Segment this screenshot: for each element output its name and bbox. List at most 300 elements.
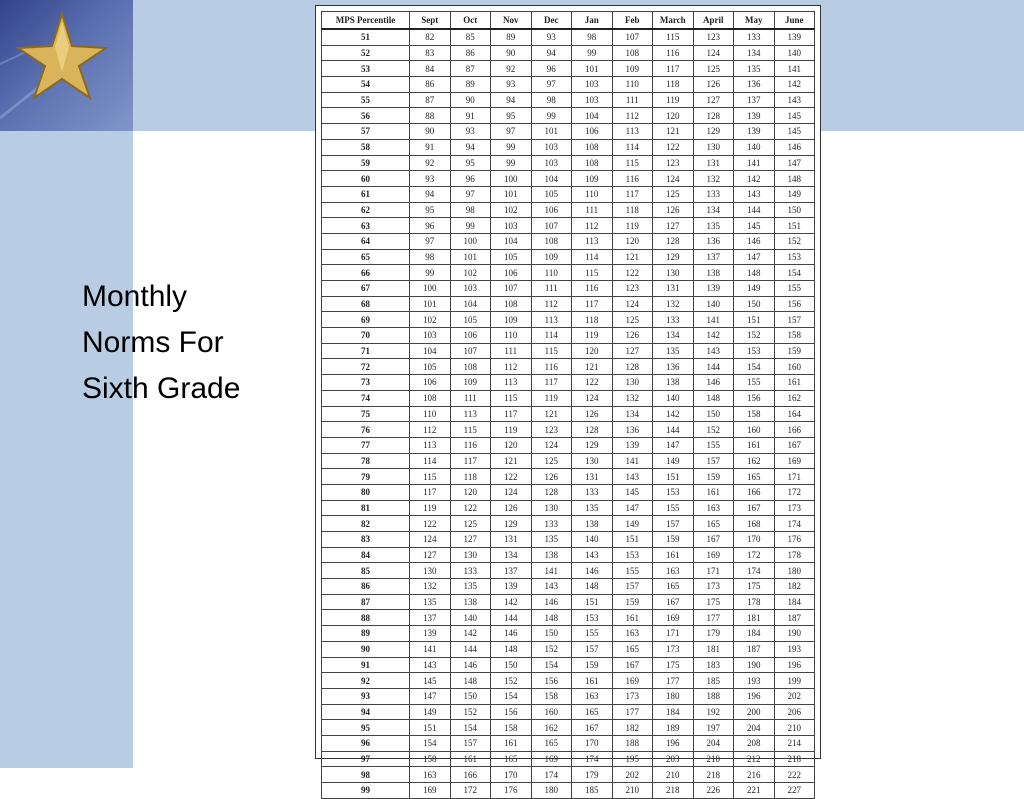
norm-cell: 177 — [612, 704, 653, 720]
norm-cell: 149 — [774, 186, 815, 202]
table-row — [322, 453, 815, 469]
norm-cell: 138 — [693, 265, 734, 281]
norm-cell: 130 — [612, 375, 653, 391]
table-row — [322, 641, 815, 657]
norm-cell: 113 — [612, 124, 653, 140]
norm-cell: 118 — [653, 77, 694, 93]
percentile-cell: 65 — [322, 249, 410, 265]
norm-cell: 113 — [410, 437, 451, 453]
norm-cell: 127 — [693, 92, 734, 108]
norm-cell: 151 — [734, 312, 775, 328]
norm-cell: 116 — [531, 359, 572, 375]
norm-cell: 144 — [693, 359, 734, 375]
norm-cell: 137 — [491, 563, 532, 579]
norm-cell: 118 — [612, 202, 653, 218]
norm-cell: 158 — [774, 328, 815, 344]
norm-cell: 170 — [572, 735, 613, 751]
norm-cell: 97 — [450, 186, 491, 202]
norm-cell: 178 — [774, 547, 815, 563]
table-row — [322, 563, 815, 579]
norm-cell: 138 — [653, 375, 694, 391]
percentile-cell: 60 — [322, 171, 410, 187]
column-header: Feb — [612, 12, 653, 30]
norm-cell: 141 — [410, 641, 451, 657]
norm-cell: 104 — [450, 296, 491, 312]
percentile-cell: 61 — [322, 186, 410, 202]
norm-cell: 94 — [410, 186, 451, 202]
norm-cell: 99 — [450, 218, 491, 234]
percentile-cell: 64 — [322, 233, 410, 249]
norm-cell: 182 — [612, 720, 653, 736]
norm-cell: 137 — [410, 610, 451, 626]
norm-cell: 132 — [653, 296, 694, 312]
percentile-cell: 68 — [322, 296, 410, 312]
column-header: MPS Percentile — [322, 12, 410, 30]
table-row — [322, 92, 815, 108]
norm-cell: 147 — [734, 249, 775, 265]
norm-cell: 108 — [491, 296, 532, 312]
norm-cell: 171 — [653, 626, 694, 642]
norm-cell: 163 — [693, 500, 734, 516]
norm-cell: 143 — [734, 186, 775, 202]
table-row — [322, 218, 815, 234]
norm-cell: 93 — [491, 77, 532, 93]
norm-cell: 124 — [653, 171, 694, 187]
percentile-cell: 96 — [322, 735, 410, 751]
norm-cell: 102 — [410, 312, 451, 328]
norm-cell: 128 — [653, 233, 694, 249]
percentile-cell: 73 — [322, 375, 410, 391]
norm-cell: 110 — [572, 186, 613, 202]
norm-cell: 196 — [653, 735, 694, 751]
norm-cell: 90 — [410, 124, 451, 140]
norm-cell: 119 — [491, 422, 532, 438]
norm-cell: 169 — [653, 610, 694, 626]
norm-cell: 144 — [450, 641, 491, 657]
norm-cell: 154 — [450, 720, 491, 736]
norm-cell: 204 — [734, 720, 775, 736]
norm-cell: 124 — [693, 45, 734, 61]
norm-cell: 210 — [653, 767, 694, 783]
norm-cell: 123 — [612, 281, 653, 297]
norm-cell: 152 — [734, 328, 775, 344]
percentile-cell: 87 — [322, 594, 410, 610]
norm-cell: 157 — [612, 579, 653, 595]
norm-cell: 145 — [774, 124, 815, 140]
norm-cell: 136 — [612, 422, 653, 438]
norm-cell: 135 — [450, 579, 491, 595]
norm-cell: 156 — [491, 704, 532, 720]
norm-cell: 125 — [693, 61, 734, 77]
norm-cell: 154 — [734, 359, 775, 375]
norm-cell: 112 — [612, 108, 653, 124]
norm-cell: 120 — [572, 343, 613, 359]
logo-star-image — [0, 0, 133, 131]
norm-cell: 128 — [531, 484, 572, 500]
percentile-cell: 55 — [322, 92, 410, 108]
table-row — [322, 233, 815, 249]
norm-cell: 160 — [734, 422, 775, 438]
norm-cell: 135 — [410, 594, 451, 610]
norm-cell: 185 — [572, 783, 613, 799]
norm-cell: 131 — [653, 281, 694, 297]
norm-cell: 125 — [450, 516, 491, 532]
percentile-cell: 62 — [322, 202, 410, 218]
norm-cell: 127 — [450, 532, 491, 548]
norm-cell: 222 — [774, 767, 815, 783]
table-row — [322, 735, 815, 751]
norm-cell: 144 — [653, 422, 694, 438]
norm-cell: 141 — [774, 61, 815, 77]
norm-cell: 188 — [612, 735, 653, 751]
norm-cell: 113 — [531, 312, 572, 328]
norm-cell: 129 — [491, 516, 532, 532]
norm-cell: 143 — [612, 469, 653, 485]
percentile-cell: 76 — [322, 422, 410, 438]
norm-cell: 124 — [612, 296, 653, 312]
norm-cell: 158 — [531, 688, 572, 704]
norm-cell: 142 — [734, 171, 775, 187]
norm-cell: 118 — [450, 469, 491, 485]
norm-cell: 141 — [734, 155, 775, 171]
norm-cell: 163 — [572, 688, 613, 704]
norm-cell: 116 — [653, 45, 694, 61]
norm-cell: 99 — [491, 139, 532, 155]
norm-cell: 89 — [450, 77, 491, 93]
norm-cell: 161 — [450, 751, 491, 767]
norm-cell: 116 — [572, 281, 613, 297]
norm-cell: 86 — [410, 77, 451, 93]
norm-cell: 200 — [734, 704, 775, 720]
norm-cell: 179 — [572, 767, 613, 783]
norm-cell: 89 — [491, 29, 532, 45]
percentile-cell: 82 — [322, 516, 410, 532]
norm-cell: 108 — [572, 139, 613, 155]
norm-cell: 106 — [491, 265, 532, 281]
percentile-cell: 69 — [322, 312, 410, 328]
norm-cell: 126 — [572, 406, 613, 422]
norm-cell: 184 — [653, 704, 694, 720]
norm-cell: 177 — [653, 673, 694, 689]
norm-cell: 158 — [410, 751, 451, 767]
norm-cell: 155 — [653, 500, 694, 516]
norm-cell: 178 — [734, 594, 775, 610]
norm-cell: 158 — [491, 720, 532, 736]
norm-cell: 156 — [734, 390, 775, 406]
norm-cell: 151 — [653, 469, 694, 485]
norm-cell: 165 — [491, 751, 532, 767]
norm-cell: 163 — [653, 563, 694, 579]
norm-cell: 151 — [612, 532, 653, 548]
norm-cell: 160 — [531, 704, 572, 720]
table-row — [322, 265, 815, 281]
norm-cell: 140 — [693, 296, 734, 312]
norm-cell: 155 — [612, 563, 653, 579]
table-row — [322, 29, 815, 45]
norm-cell: 103 — [410, 328, 451, 344]
norm-cell: 185 — [693, 673, 734, 689]
norm-cell: 108 — [450, 359, 491, 375]
norm-cell: 174 — [572, 751, 613, 767]
norm-cell: 221 — [734, 783, 775, 799]
norm-cell: 150 — [491, 657, 532, 673]
norm-cell: 111 — [572, 202, 613, 218]
norm-cell: 110 — [531, 265, 572, 281]
norm-cell: 167 — [734, 500, 775, 516]
norm-cell: 106 — [531, 202, 572, 218]
table-row — [322, 202, 815, 218]
norm-cell: 152 — [531, 641, 572, 657]
norm-cell: 180 — [774, 563, 815, 579]
norm-cell: 131 — [693, 155, 734, 171]
norm-cell: 99 — [491, 155, 532, 171]
norm-cell: 115 — [612, 155, 653, 171]
norm-cell: 140 — [450, 610, 491, 626]
percentile-cell: 92 — [322, 673, 410, 689]
percentile-cell: 59 — [322, 155, 410, 171]
norm-cell: 102 — [491, 202, 532, 218]
norm-cell: 145 — [774, 108, 815, 124]
norm-cell: 102 — [450, 265, 491, 281]
norm-cell: 105 — [491, 249, 532, 265]
norm-cell: 103 — [450, 281, 491, 297]
norm-cell: 93 — [450, 124, 491, 140]
norm-cell: 155 — [572, 626, 613, 642]
norm-cell: 167 — [693, 532, 734, 548]
norm-cell: 87 — [450, 61, 491, 77]
table-row — [322, 484, 815, 500]
norm-cell: 117 — [491, 406, 532, 422]
norm-cell: 169 — [410, 783, 451, 799]
norm-cell: 113 — [572, 233, 613, 249]
norm-cell: 138 — [531, 547, 572, 563]
norm-cell: 111 — [531, 281, 572, 297]
norm-cell: 91 — [410, 139, 451, 155]
norm-cell: 109 — [491, 312, 532, 328]
norm-cell: 114 — [410, 453, 451, 469]
norm-cell: 139 — [410, 626, 451, 642]
norm-cell: 95 — [491, 108, 532, 124]
norm-cell: 121 — [653, 124, 694, 140]
norm-cell: 165 — [572, 704, 613, 720]
norm-cell: 153 — [774, 249, 815, 265]
table-row — [322, 312, 815, 328]
norm-cell: 218 — [693, 767, 734, 783]
norm-cell: 107 — [612, 29, 653, 45]
norm-cell: 93 — [531, 29, 572, 45]
norm-cell: 108 — [612, 45, 653, 61]
norm-cell: 139 — [734, 108, 775, 124]
norm-cell: 147 — [774, 155, 815, 171]
norm-cell: 181 — [734, 610, 775, 626]
norm-cell: 145 — [612, 484, 653, 500]
norm-cell: 117 — [450, 453, 491, 469]
norm-cell: 126 — [653, 202, 694, 218]
norm-cell: 164 — [774, 406, 815, 422]
table-row — [322, 186, 815, 202]
percentile-cell: 75 — [322, 406, 410, 422]
norm-cell: 160 — [774, 359, 815, 375]
norm-cell: 150 — [774, 202, 815, 218]
norm-cell: 117 — [612, 186, 653, 202]
norm-cell: 145 — [410, 673, 451, 689]
norm-cell: 152 — [693, 422, 734, 438]
norm-cell: 122 — [572, 375, 613, 391]
norm-cell: 119 — [612, 218, 653, 234]
norm-cell: 146 — [572, 563, 613, 579]
norm-cell: 165 — [612, 641, 653, 657]
norm-cell: 109 — [531, 249, 572, 265]
norm-cell: 115 — [491, 390, 532, 406]
percentile-cell: 98 — [322, 767, 410, 783]
norm-cell: 115 — [572, 265, 613, 281]
norm-cell: 127 — [653, 218, 694, 234]
norm-cell: 103 — [491, 218, 532, 234]
norm-cell: 147 — [612, 500, 653, 516]
norm-cell: 226 — [693, 783, 734, 799]
norm-cell: 204 — [693, 735, 734, 751]
norm-cell: 112 — [410, 422, 451, 438]
table-row — [322, 783, 815, 799]
norm-cell: 98 — [410, 249, 451, 265]
norm-cell: 112 — [572, 218, 613, 234]
norm-cell: 84 — [410, 61, 451, 77]
percentile-cell: 88 — [322, 610, 410, 626]
table-row — [322, 61, 815, 77]
norm-cell: 125 — [653, 186, 694, 202]
norm-cell: 144 — [491, 610, 532, 626]
norm-cell: 171 — [693, 563, 734, 579]
norm-cell: 120 — [450, 484, 491, 500]
norm-cell: 137 — [693, 249, 734, 265]
column-header: Oct — [450, 12, 491, 30]
percentile-cell: 85 — [322, 563, 410, 579]
norm-cell: 129 — [693, 124, 734, 140]
table-row — [322, 375, 815, 391]
norm-cell: 118 — [572, 312, 613, 328]
norm-cell: 95 — [410, 202, 451, 218]
norm-cell: 169 — [531, 751, 572, 767]
norm-cell: 132 — [410, 579, 451, 595]
norm-cell: 140 — [734, 139, 775, 155]
norm-cell: 119 — [410, 500, 451, 516]
norm-cell: 157 — [572, 641, 613, 657]
norm-cell: 117 — [572, 296, 613, 312]
norm-cell: 104 — [410, 343, 451, 359]
table-row — [322, 767, 815, 783]
norm-cell: 123 — [693, 29, 734, 45]
norm-cell: 130 — [531, 500, 572, 516]
norm-cell: 135 — [653, 343, 694, 359]
norm-cell: 137 — [734, 92, 775, 108]
column-header: Sept — [410, 12, 451, 30]
title-line: Monthly — [82, 280, 188, 313]
norm-cell: 124 — [491, 484, 532, 500]
norm-cell: 128 — [572, 422, 613, 438]
norm-cell: 96 — [450, 171, 491, 187]
norm-cell: 127 — [410, 547, 451, 563]
column-header: Nov — [491, 12, 532, 30]
table-row — [322, 532, 815, 548]
norm-cell: 111 — [491, 343, 532, 359]
norm-cell: 123 — [653, 155, 694, 171]
norm-cell: 87 — [410, 92, 451, 108]
norm-cell: 104 — [572, 108, 613, 124]
norm-cell: 113 — [491, 375, 532, 391]
norm-cell: 133 — [531, 516, 572, 532]
norm-cell: 133 — [734, 29, 775, 45]
norm-cell: 161 — [734, 437, 775, 453]
table-row — [322, 610, 815, 626]
norm-cell: 142 — [653, 406, 694, 422]
table-row — [322, 281, 815, 297]
norm-cell: 98 — [450, 202, 491, 218]
norm-cell: 154 — [531, 657, 572, 673]
table-row — [322, 296, 815, 312]
norm-cell: 156 — [531, 673, 572, 689]
table-row — [322, 594, 815, 610]
norm-cell: 121 — [491, 453, 532, 469]
percentile-cell: 57 — [322, 124, 410, 140]
norm-cell: 123 — [531, 422, 572, 438]
norm-cell: 122 — [410, 516, 451, 532]
norm-cell: 103 — [531, 139, 572, 155]
norm-cell: 101 — [531, 124, 572, 140]
norm-cell: 132 — [612, 390, 653, 406]
percentile-cell: 91 — [322, 657, 410, 673]
norm-cell: 174 — [774, 516, 815, 532]
percentile-cell: 79 — [322, 469, 410, 485]
percentile-cell: 95 — [322, 720, 410, 736]
norm-cell: 133 — [693, 186, 734, 202]
norm-cell: 122 — [450, 500, 491, 516]
table-row — [322, 579, 815, 595]
table-row — [322, 328, 815, 344]
percentile-cell: 97 — [322, 751, 410, 767]
norm-cell: 98 — [531, 92, 572, 108]
norm-cell: 134 — [693, 202, 734, 218]
percentile-cell: 77 — [322, 437, 410, 453]
percentile-cell: 53 — [322, 61, 410, 77]
norm-cell: 190 — [774, 626, 815, 642]
table-row — [322, 155, 815, 171]
norm-cell: 165 — [693, 516, 734, 532]
norm-cell: 94 — [531, 45, 572, 61]
norm-cell: 133 — [450, 563, 491, 579]
norm-cell: 124 — [572, 390, 613, 406]
norm-cell: 146 — [734, 233, 775, 249]
norm-cell: 210 — [693, 751, 734, 767]
norm-cell: 134 — [491, 547, 532, 563]
table-row — [322, 124, 815, 140]
norm-cell: 157 — [774, 312, 815, 328]
norm-cell: 172 — [450, 783, 491, 799]
norm-cell: 119 — [653, 92, 694, 108]
norm-cell: 135 — [734, 61, 775, 77]
norm-cell: 148 — [531, 610, 572, 626]
percentile-cell: 67 — [322, 281, 410, 297]
norm-cell: 93 — [410, 171, 451, 187]
norm-cell: 187 — [734, 641, 775, 657]
norm-cell: 138 — [450, 594, 491, 610]
norm-cell: 175 — [693, 594, 734, 610]
norm-cell: 161 — [491, 735, 532, 751]
percentile-cell: 74 — [322, 390, 410, 406]
norm-cell: 173 — [693, 579, 734, 595]
norm-cell: 188 — [693, 688, 734, 704]
norm-cell: 85 — [450, 29, 491, 45]
table-row — [322, 626, 815, 642]
